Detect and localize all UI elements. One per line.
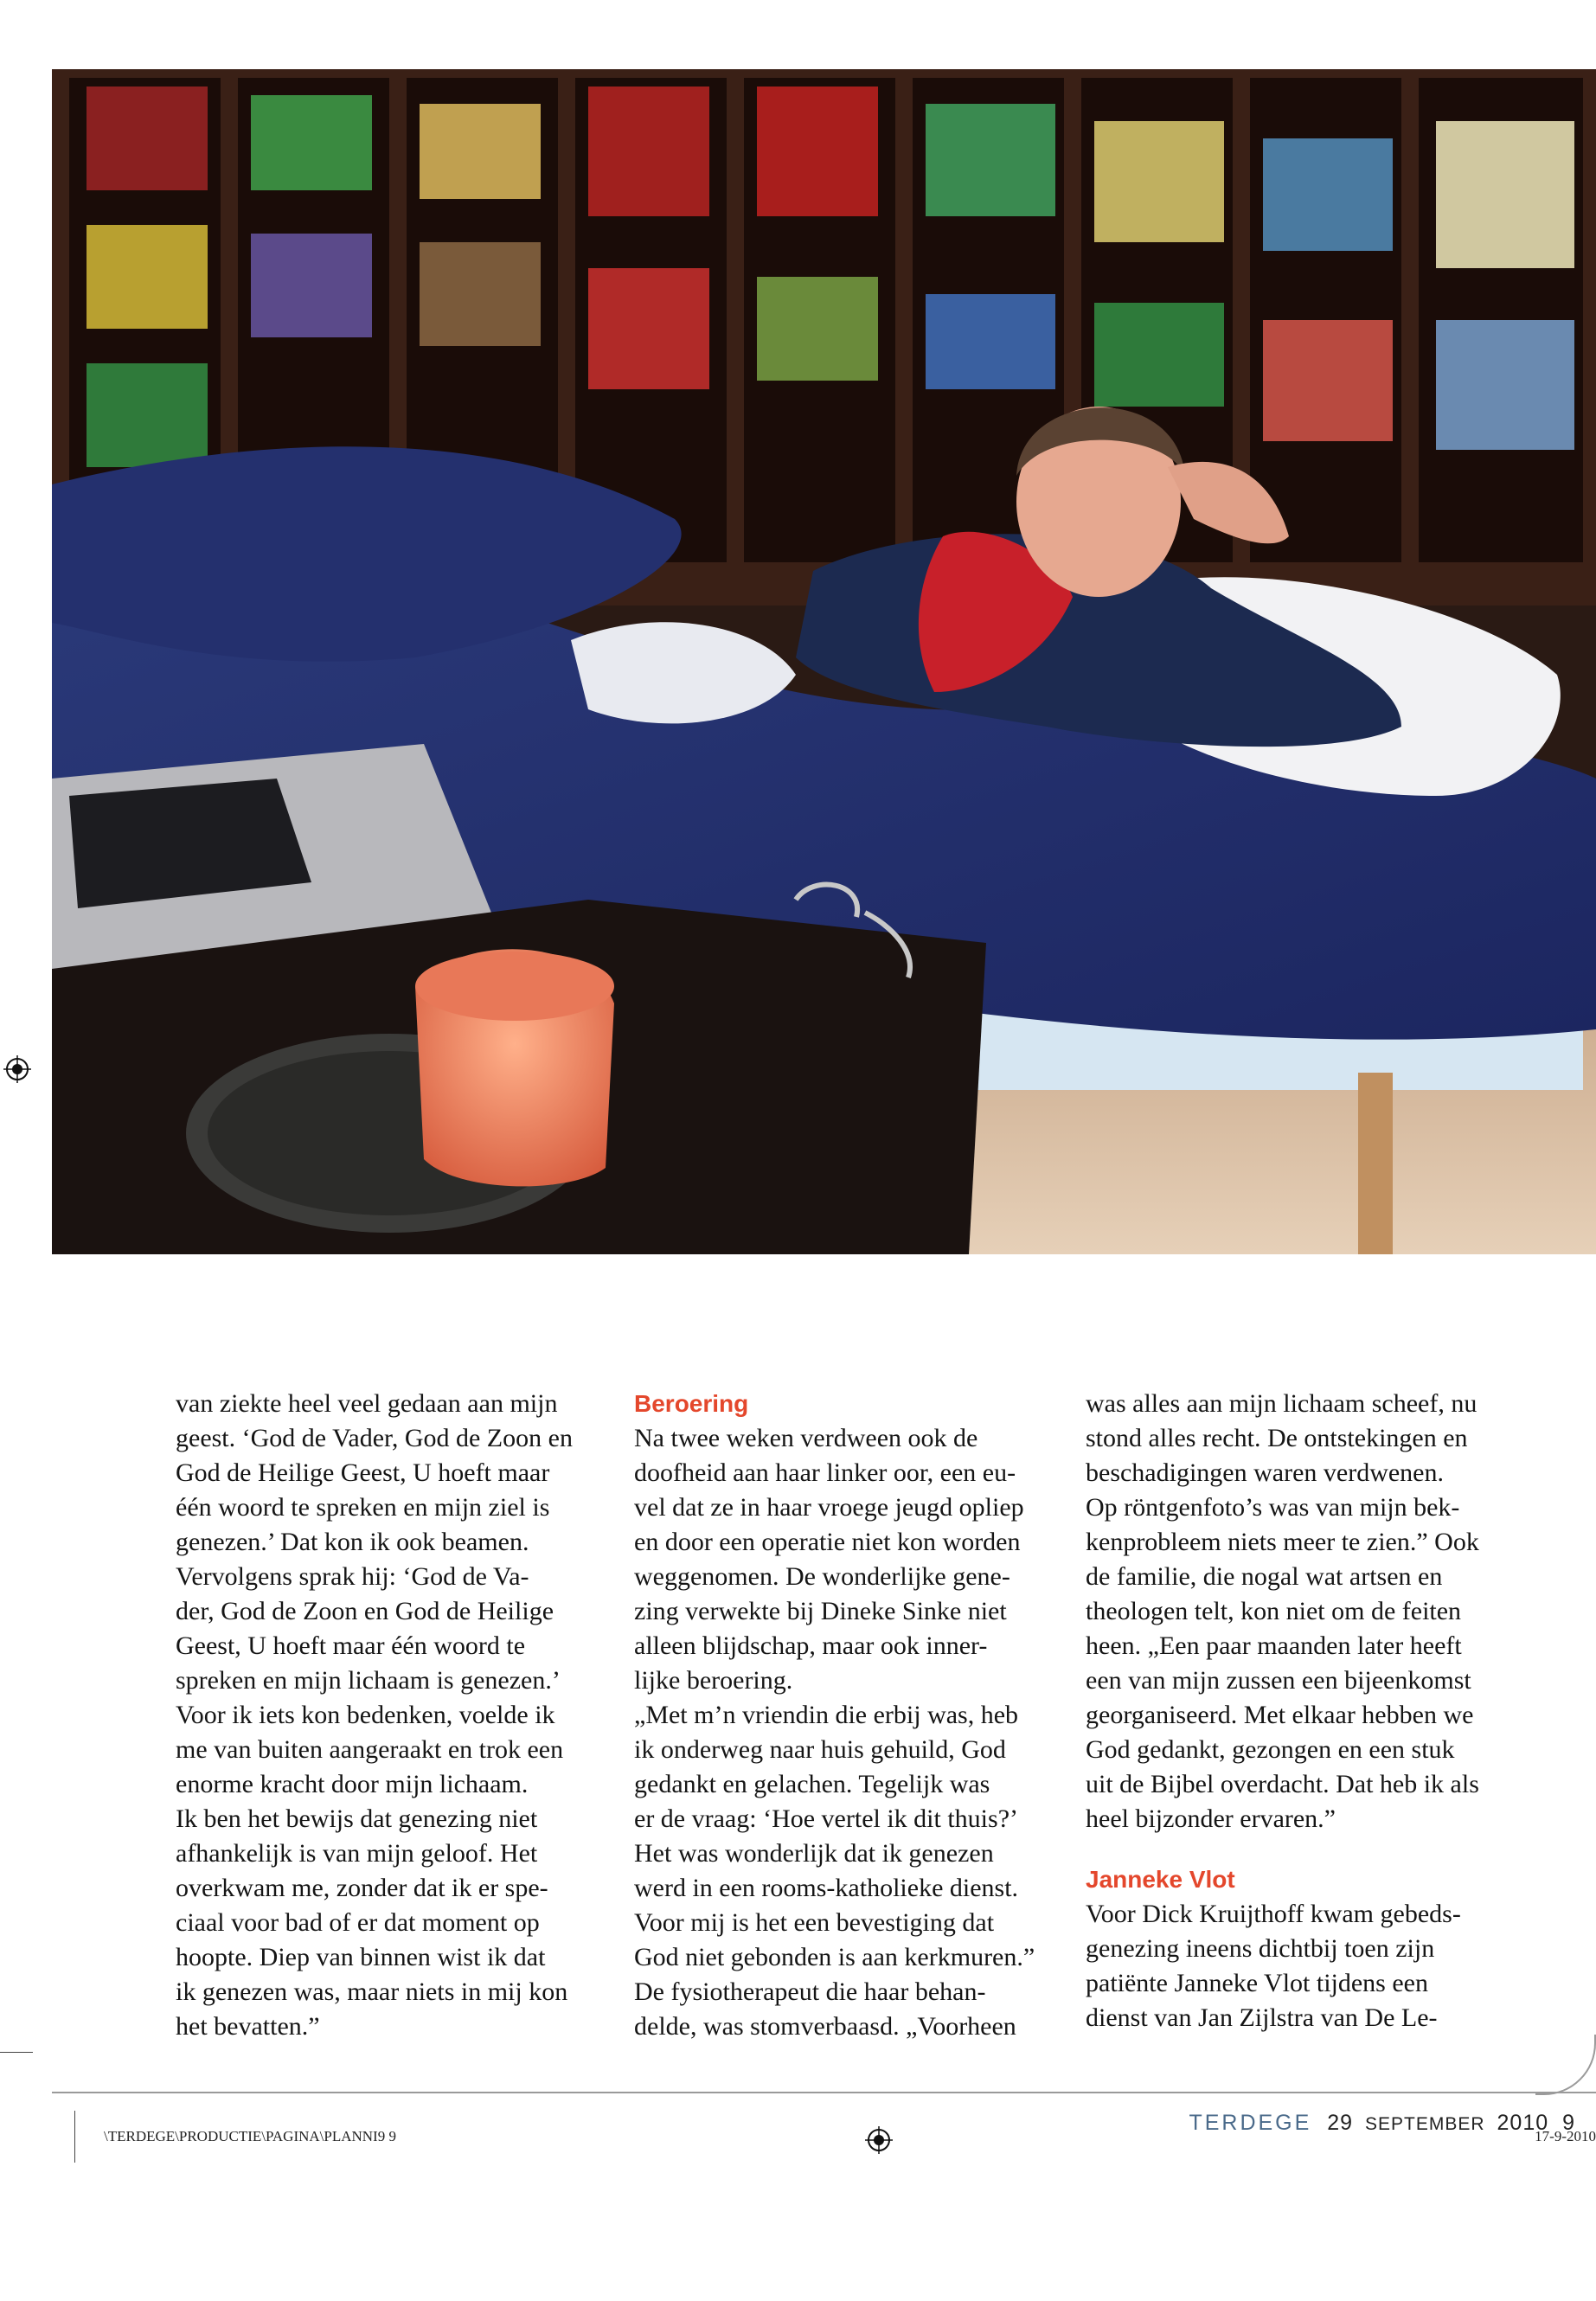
paragraph: Voor Dick Kruijthoff kwam gebeds- genezing ineens dichtbij toen zijn patiënte Janneke Vlot tijdens een dienst van Jan Zijlstra van De Le- [1086, 1900, 1461, 2032]
registration-mark-icon [3, 1055, 31, 1083]
paragraph: was alles aan mijn lichaam scheef, nu stond alles recht. De ontstekingen en beschadigingen waren verdwenen. Op röntgenfoto’s was van mijn bek- kenprobleem niets meer te zien.” Ook de familie, die nogal wat artsen en theologen telt, kon niet om de feiten heen. „Een paar maanden later heeft een van mijn zussen een bijeenkomst georganiseerd. Met elkaar hebben we God gedankt, gezongen en een stuk uit de Bijbel overdacht. Dat heb ik als heel bijzonder ervaren.” [1086, 1389, 1479, 1833]
issue-year: 2010 [1497, 2111, 1549, 2135]
print-slug-path: \TERDEGE\PRODUCTIE\PAGINA\PLANNI9 9 [104, 2128, 396, 2144]
registration-mark-icon [865, 2126, 893, 2154]
issue-day: 29 [1327, 2111, 1354, 2135]
crop-mark [0, 2052, 33, 2053]
woman-reclining-on-bed-photo [52, 69, 1596, 1254]
footer-divider [52, 2092, 1596, 2093]
paragraph: „Met m’n vriendin die erbij was, heb ik onderweg naar huis gehuild, God gedankt en gelachen. Tegelijk was er de vraag: ‘Hoe vertel ik dit thuis?’ Het was wonderlijk dat ik genezen werd in een rooms-katholieke dienst. Voor mij is het een bevestiging dat God niet gebonden is aan kerkmuren.” De fysiotherapeut die haar behan- delde, was stomverbaasd. „Voorheen [634, 1701, 1035, 2041]
magazine-name: TERDEGE [1189, 2111, 1312, 2135]
subheading-janneke-vlot: Janneke Vlot [1086, 1866, 1235, 1893]
print-slug-date: 17-9-2010 [1535, 2128, 1596, 2144]
article-column-3 [1086, 1387, 1522, 2035]
paragraph: Na twee weken verdween ook de doofheid aan haar linker oor, een eu- vel dat ze in haar vroege jeugd opliep en door een operatie niet kon worden weggenomen. De wonderlijke gene- zing verwekte bij Dineke Sinke niet alleen blijdschap, maar ook inner- lijke beroering. [634, 1424, 1024, 1695]
article-column-2 [634, 1387, 1071, 2044]
subheading-beroering: Beroering [634, 1390, 749, 1417]
footer-corner-curve [1535, 2035, 1596, 2095]
article-column-1 [176, 1387, 612, 2044]
issue-month: SEPTEMBER [1365, 2114, 1485, 2134]
page-number: 9 [1562, 2111, 1575, 2135]
crop-mark [74, 2111, 75, 2163]
paragraph: van ziekte heel veel gedaan aan mijn geest. ‘God de Vader, God de Zoon en God de Heilige Geest, U hoeft maar één woord te spreken en mijn ziel is genezen.’ Dat kon ik ook beamen. Vervolgens sprak hij: ‘God de Va- der, God de Zoon en God de Heilige Geest, U hoeft maar één woord te spreken en mijn lichaam is genezen.’ Voor ik iets kon bedenken, voelde ik me van buiten aangeraakt en trok een enorme kracht door mijn lichaam. Ik ben het bewijs dat genezing niet afhankelijk is van mijn geloof. Het overkwam me, zonder dat ik er spe- ciaal voor bad of er dat moment op hoopte. Diep van binnen wist ik dat ik genezen was, maar niets in mij kon het bevatten.” [176, 1389, 573, 2041]
page-footer [1189, 2111, 1575, 2136]
